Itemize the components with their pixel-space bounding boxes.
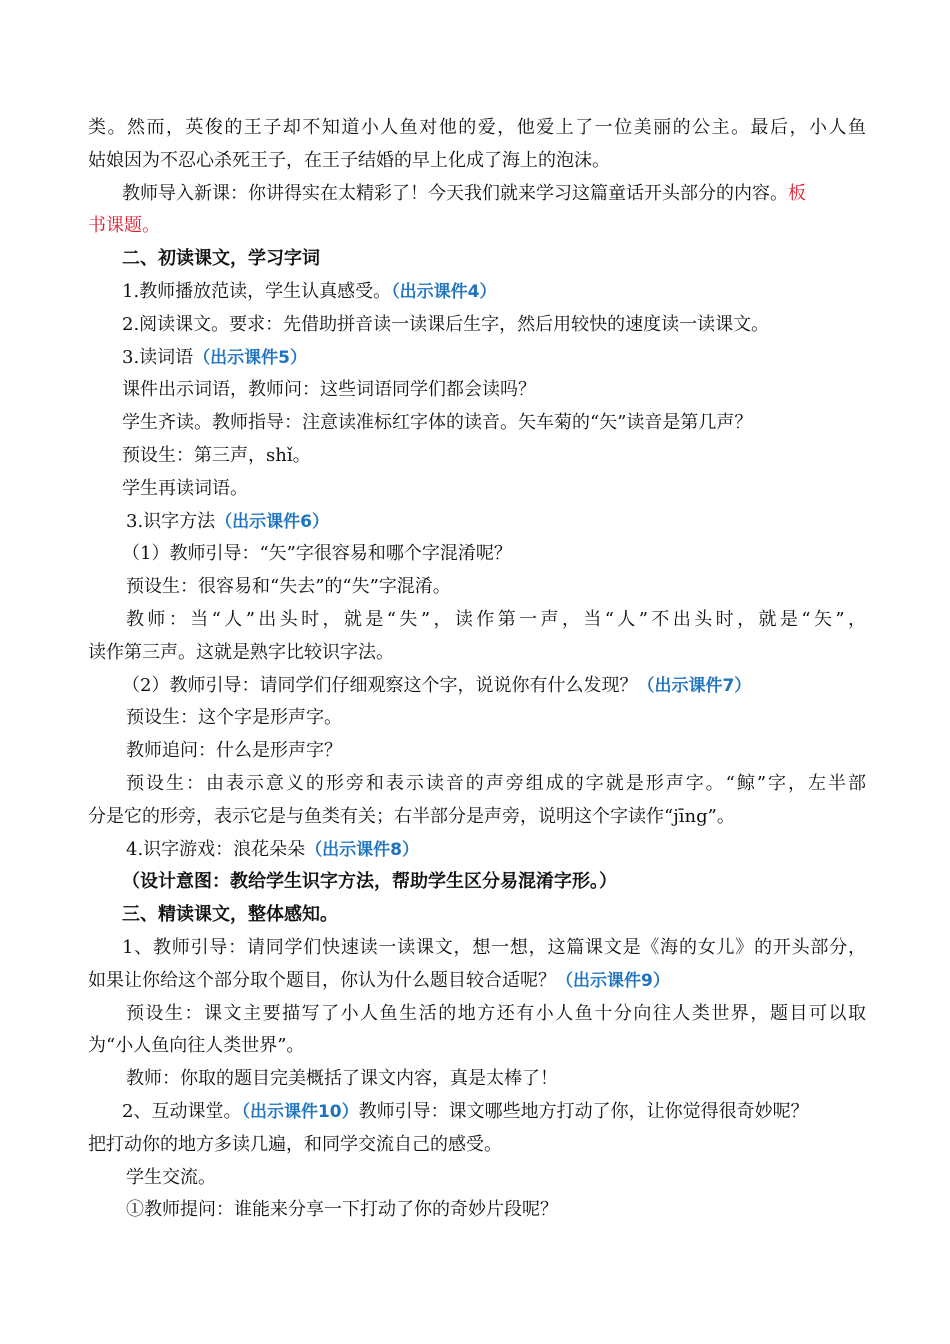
paragraph-line [88, 1096, 866, 1129]
paragraph-line: 为“小人鱼向往人类世界”。 [88, 1035, 305, 1057]
paragraph-line: 预设生：很容易和“失去”的“失”字混淆。 [126, 576, 451, 598]
paragraph-line: 教师：当“人”出头时，就是“失”，读作第一声，当“人”不出头时，就是“矢”， [126, 608, 866, 630]
paragraph-line: 教师：你取的题目完美概括了课文内容，真是太棒了！ [126, 1068, 558, 1090]
paragraph-line: （1）教师引导：“矢”字很容易和哪个字混淆呢？ [122, 543, 512, 565]
body-text: 1.教师播放范读，学生认真感受。 [122, 280, 392, 302]
paragraph-line: 课件出示词语，教师问：这些词语同学们都会读吗？ [122, 379, 536, 401]
paragraph-line: 预设生：这个字是形声字。 [126, 707, 342, 729]
body-text: 3.读词语 [122, 346, 194, 368]
courseware-tag: （出示课件9） [556, 970, 670, 991]
body-text: 如果让你给这个部分取个题目，你认为什么题目较合适呢？ [88, 969, 556, 991]
document-page [88, 112, 866, 1227]
body-text: 2、互动课堂。 [122, 1100, 242, 1122]
paragraph-line: 读作第三声。这就是熟字比较识字法。 [88, 641, 394, 663]
body-text: 教师导入新课：你讲得实在太精彩了！今天我们就来学习这篇童话开头部分的内容。 [122, 182, 788, 204]
body-text: （2）教师引导：请同学们仔细观察这个字，说说你有什么发现？ [122, 674, 638, 696]
courseware-tag: （出示课件5） [193, 347, 308, 368]
courseware-tag: （出示课件10） [241, 1101, 359, 1122]
paragraph-line: 教师追问：什么是形声字？ [126, 740, 342, 762]
red-annotation: 书课题。 [88, 215, 160, 237]
paragraph-line: 预设生：课文主要描写了小人鱼生活的地方还有小人鱼十分向往人类世界，题目可以取 [126, 1002, 866, 1024]
paragraph-line: 学生齐读。教师指导：注意读准标红字体的读音。矢车菊的“矢”读音是第几声？ [122, 412, 753, 434]
paragraph-line: 学生再读词语。 [122, 477, 248, 499]
paragraph-line [88, 834, 866, 867]
paragraph-line: 分是它的形旁，表示它是与鱼类有关；右半部分是声旁，说明这个字读作“jīng”。 [88, 805, 735, 827]
paragraph-line: 把打动你的地方多读几遍，和同学交流自己的感受。 [88, 1133, 502, 1155]
courseware-tag: （出示课件7） [637, 675, 752, 696]
paragraph-line: 预设生：第三声，shǐ。 [122, 444, 311, 466]
courseware-tag: （出示课件8） [305, 839, 420, 860]
paragraph-line: 学生交流。 [126, 1166, 216, 1188]
paragraph-line: 姑娘因为不忍心杀死王子，在王子结婚的早上化成了海上的泡沫。 [88, 149, 610, 171]
courseware-tag: （出示课件6） [215, 511, 330, 532]
paragraph-line: 1、教师引导：请同学们快速读一读课文，想一想，这篇课文是《海的女儿》的开头部分， [122, 936, 866, 958]
paragraph-line: 2.阅读课文。要求：先借助拼音读一读课后生字，然后用较快的速度读一读课文。 [122, 313, 770, 335]
body-text: 3.识字方法 [126, 510, 216, 532]
paragraph-line [88, 506, 866, 539]
section-heading: 三、精读课文，整体感知。 [122, 904, 338, 926]
paragraph-line: 类。然而，英俊的王子却不知道小人鱼对他的爱，他爱上了一位美丽的公主。最后，小人鱼 [88, 117, 866, 138]
paragraph-line: ①教师提问：谁能来分享一下打动了你的奇妙片段呢？ [126, 1199, 558, 1221]
paragraph-line [88, 670, 866, 703]
body-text: 教师引导：课文哪些地方打动了你，让你觉得很奇妙呢？ [358, 1100, 809, 1122]
paragraph-line: 预设生：由表示意义的形旁和表示读音的声旁组成的字就是形声字。“鲸”字，左半部 [126, 772, 866, 794]
paragraph-line [88, 342, 866, 375]
red-annotation: 板 [788, 182, 806, 204]
section-heading: 二、初读课文，学习字词 [122, 248, 320, 270]
paragraph-line [88, 965, 866, 998]
courseware-tag: （出示课件4） [391, 281, 497, 302]
paragraph-line [88, 276, 866, 309]
paragraph-line [88, 178, 866, 211]
body-text: 4.识字游戏：浪花朵朵 [126, 838, 306, 860]
design-intent: （设计意图：教给学生识字方法，帮助学生区分易混淆字形。） [122, 871, 617, 893]
